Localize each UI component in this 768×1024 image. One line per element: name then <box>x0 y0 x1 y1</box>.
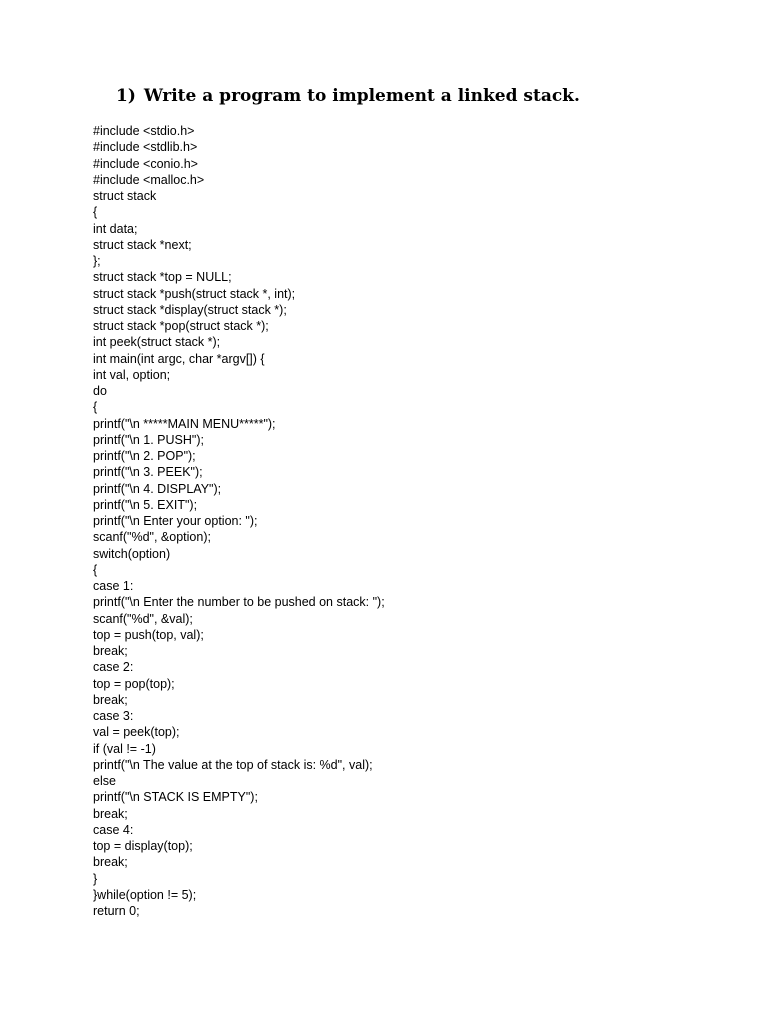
code-line: top = pop(top); <box>93 676 175 691</box>
code-line: }; <box>93 254 101 268</box>
code-line: switch(option) <box>93 546 171 561</box>
code-line: scanf("%d", &val); <box>93 611 193 626</box>
code-line: case 4: <box>93 822 134 837</box>
question-heading <box>116 86 580 106</box>
code-line: } <box>93 871 98 886</box>
code-line: int val, option; <box>93 367 171 382</box>
code-line: printf("\n Enter the number to be pushed on stack: "); <box>93 595 385 610</box>
code-line: printf("\n 1. PUSH"); <box>93 432 204 447</box>
code-line: struct stack *display(struct stack *); <box>93 302 287 317</box>
question-number: 1) <box>116 86 136 106</box>
code-line: printf("\n Enter your option: "); <box>93 514 258 528</box>
code-line: top = push(top, val); <box>93 627 204 642</box>
code-listing <box>93 123 385 919</box>
code-line: }while(option != 5); <box>93 887 197 902</box>
code-line: int main(int argc, char *argv[]) { <box>93 351 265 366</box>
code-line: { <box>93 562 98 577</box>
code-line: break; <box>93 644 128 658</box>
code-line: if (val != -1) <box>93 741 156 756</box>
code-line: #include <conio.h> <box>93 156 198 171</box>
code-line: val = peek(top); <box>93 725 180 740</box>
code-line: scanf("%d", &option); <box>93 530 211 545</box>
code-line: break; <box>93 855 128 870</box>
code-line: printf("\n *****MAIN MENU*****"); <box>93 416 276 431</box>
code-line: return 0; <box>93 904 140 918</box>
code-line: printf("\n The value at the top of stack is: %d", val); <box>93 757 373 772</box>
code-line: struct stack *push(struct stack *, int); <box>93 286 296 301</box>
code-line: case 1: <box>93 579 134 593</box>
code-line: #include <stdlib.h> <box>93 140 198 155</box>
code-line: struct stack *next; <box>93 237 192 252</box>
code-line: { <box>93 205 98 220</box>
code-line: printf("\n STACK IS EMPTY"); <box>93 790 258 805</box>
code-line: int data; <box>93 221 138 236</box>
code-line: break; <box>93 806 128 821</box>
code-line: struct stack *pop(struct stack *); <box>93 319 269 333</box>
code-line: struct stack *top = NULL; <box>93 270 232 285</box>
code-line: case 2: <box>93 660 134 675</box>
code-line: printf("\n 3. PEEK"); <box>93 465 203 480</box>
code-line: printf("\n 2. POP"); <box>93 449 196 463</box>
code-line: printf("\n 5. EXIT"); <box>93 497 198 512</box>
code-line: { <box>93 400 98 415</box>
code-line: top = display(top); <box>93 839 193 853</box>
code-line: struct stack <box>93 189 157 203</box>
code-line: case 3: <box>93 709 134 723</box>
code-line: else <box>93 774 116 788</box>
code-line: do <box>93 384 107 398</box>
code-line: #include <stdio.h> <box>93 124 195 138</box>
code-line: int peek(struct stack *); <box>93 335 221 350</box>
code-line: printf("\n 4. DISPLAY"); <box>93 481 222 496</box>
question-title: Write a program to implement a linked stack. <box>143 86 580 106</box>
code-line: break; <box>93 692 128 707</box>
code-line: #include <malloc.h> <box>93 172 205 187</box>
